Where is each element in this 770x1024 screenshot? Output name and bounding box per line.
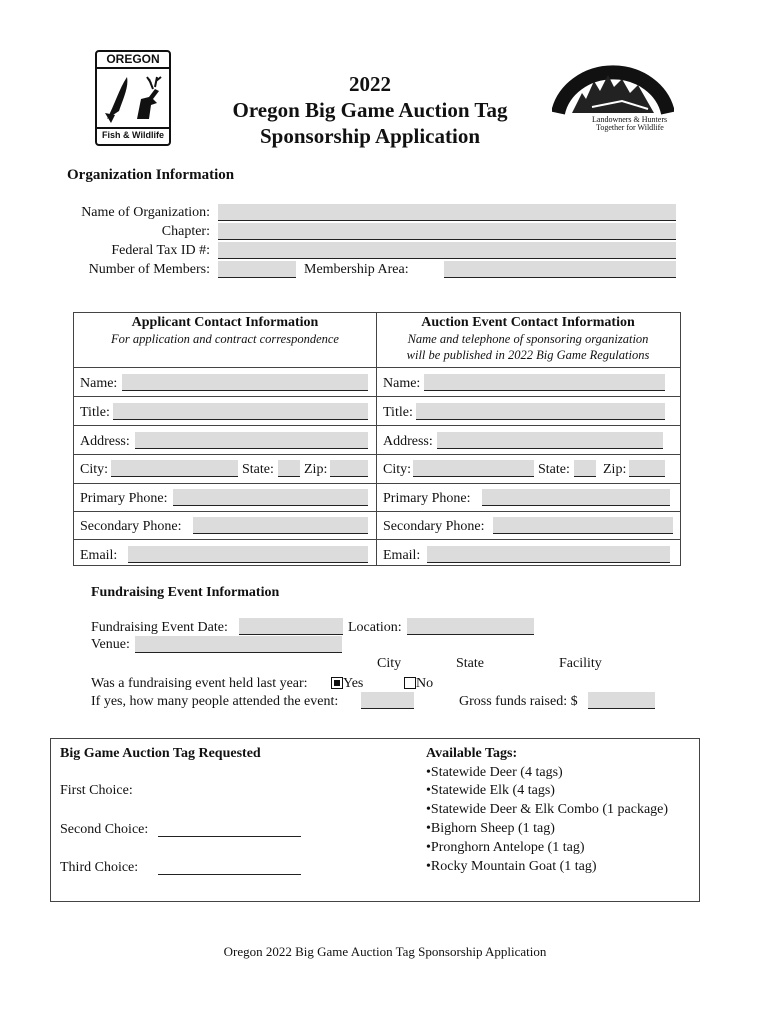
applicant-name-field[interactable] bbox=[122, 374, 368, 391]
tag-request-box bbox=[50, 738, 700, 902]
members-field[interactable] bbox=[218, 261, 296, 278]
event-date-field[interactable] bbox=[239, 618, 343, 635]
attended-label: If yes, how many people attended the event: bbox=[91, 694, 339, 709]
org-info-heading: Organization Information bbox=[67, 167, 235, 183]
available-tag-item: •Pronghorn Antelope (1 tag) bbox=[426, 840, 585, 855]
event-name-label: Name: bbox=[383, 376, 421, 391]
form-title-line1: Oregon Big Game Auction Tag bbox=[232, 98, 508, 122]
event-primary-phone-label: Primary Phone: bbox=[383, 491, 471, 506]
row-sep bbox=[73, 539, 680, 540]
available-tag-item: •Statewide Deer & Elk Combo (1 package) bbox=[426, 802, 669, 817]
first-choice-label: First Choice: bbox=[60, 783, 133, 798]
members-label: Number of Members: bbox=[88, 262, 210, 277]
applicant-address-label: Address: bbox=[80, 434, 130, 449]
logo-bottom-text: Fish & Wildlife bbox=[97, 127, 169, 142]
yes-label: Yes bbox=[343, 676, 364, 691]
city-column-label: City bbox=[377, 656, 402, 671]
applicant-title-label: Title: bbox=[80, 405, 110, 420]
seal-arc-text: THE ACCESS & HABITAT BOARD bbox=[573, 57, 653, 62]
applicant-primary-phone-field[interactable] bbox=[173, 489, 368, 506]
third-choice-field[interactable] bbox=[158, 858, 301, 875]
form-year: 2022 bbox=[349, 72, 391, 96]
applicant-secondary-phone-field[interactable] bbox=[193, 517, 368, 534]
chapter-label: Chapter: bbox=[161, 224, 210, 239]
available-tags-heading: Available Tags: bbox=[426, 746, 518, 761]
page-footer: Oregon 2022 Big Game Auction Tag Sponsorship Application bbox=[223, 944, 547, 959]
event-title-label: Title: bbox=[383, 405, 413, 420]
membership-area-label: Membership Area: bbox=[304, 262, 409, 277]
tag-request-heading: Big Game Auction Tag Requested bbox=[60, 746, 261, 761]
event-zip-label: Zip: bbox=[603, 462, 627, 477]
seal-caption-2: Together for Wildlife bbox=[596, 123, 664, 132]
applicant-state-label: State: bbox=[242, 462, 274, 477]
event-secondary-phone-label: Secondary Phone: bbox=[383, 519, 485, 534]
odfw-logo bbox=[95, 50, 171, 146]
applicant-email-label: Email: bbox=[80, 548, 118, 563]
location-field[interactable] bbox=[407, 618, 534, 635]
second-choice-field[interactable] bbox=[158, 820, 301, 837]
form-title-line2: Sponsorship Application bbox=[259, 124, 480, 148]
location-label: Location: bbox=[348, 620, 402, 635]
event-secondary-phone-field[interactable] bbox=[493, 517, 673, 534]
available-tag-item: •Rocky Mountain Goat (1 tag) bbox=[426, 859, 597, 874]
event-email-label: Email: bbox=[383, 548, 421, 563]
applicant-contact-sub: For application and contract correspondence bbox=[111, 332, 339, 346]
applicant-city-label: City: bbox=[80, 462, 109, 477]
row-sep bbox=[73, 425, 680, 426]
applicant-title-field[interactable] bbox=[113, 403, 368, 420]
attended-field[interactable] bbox=[361, 692, 414, 709]
facility-column-label: Facility bbox=[559, 656, 602, 671]
row-sep bbox=[73, 396, 680, 397]
fundraising-heading: Fundraising Event Information bbox=[91, 585, 280, 600]
event-name-field[interactable] bbox=[424, 374, 665, 391]
venue-field[interactable] bbox=[135, 636, 342, 653]
access-habitat-logo bbox=[552, 55, 674, 135]
event-city-field[interactable] bbox=[413, 460, 534, 477]
available-tag-item: •Statewide Elk (4 tags) bbox=[426, 783, 555, 798]
row-sep bbox=[73, 454, 680, 455]
applicant-zip-label: Zip: bbox=[304, 462, 328, 477]
event-contact-sub1: Name and telephone of sponsoring organization bbox=[407, 332, 649, 346]
seal-caption-1: Landowners & Hunters bbox=[592, 115, 668, 124]
row-sep bbox=[73, 367, 680, 368]
applicant-contact-heading: Applicant Contact Information bbox=[131, 315, 319, 330]
event-state-field[interactable] bbox=[574, 460, 596, 477]
tax-id-label: Federal Tax ID #: bbox=[111, 243, 210, 258]
row-sep bbox=[73, 511, 680, 512]
gross-funds-label: Gross funds raised: $ bbox=[459, 694, 578, 709]
event-contact-sub2: will be published in 2022 Big Game Regulations bbox=[406, 348, 650, 362]
available-tag-item: •Statewide Deer (4 tags) bbox=[426, 765, 563, 780]
no-label: No bbox=[416, 676, 434, 691]
held-last-year-label: Was a fundraising event held last year: bbox=[91, 676, 308, 691]
applicant-email-field[interactable] bbox=[128, 546, 368, 563]
applicant-zip-field[interactable] bbox=[330, 460, 368, 477]
yes-checkbox[interactable] bbox=[331, 677, 343, 689]
event-title-field[interactable] bbox=[416, 403, 665, 420]
event-email-field[interactable] bbox=[427, 546, 670, 563]
event-address-label: Address: bbox=[383, 434, 433, 449]
applicant-state-field[interactable] bbox=[278, 460, 300, 477]
yes-checkbox-mark bbox=[334, 680, 340, 686]
event-contact-heading: Auction Event Contact Information bbox=[421, 315, 635, 330]
state-column-label: State bbox=[456, 656, 484, 671]
gross-funds-field[interactable] bbox=[588, 692, 655, 709]
membership-area-field[interactable] bbox=[444, 261, 676, 278]
tax-id-field[interactable] bbox=[218, 242, 676, 259]
row-sep bbox=[73, 483, 680, 484]
fish-deer-icon bbox=[97, 69, 169, 127]
third-choice-label: Third Choice: bbox=[60, 860, 139, 875]
event-address-field[interactable] bbox=[437, 432, 663, 449]
org-name-label: Name of Organization: bbox=[81, 205, 210, 220]
available-tag-item: •Bighorn Sheep (1 tag) bbox=[426, 821, 555, 836]
org-name-field[interactable] bbox=[218, 204, 676, 221]
event-primary-phone-field[interactable] bbox=[482, 489, 670, 506]
no-checkbox[interactable] bbox=[404, 677, 416, 689]
second-choice-label: Second Choice: bbox=[60, 822, 149, 837]
event-city-label: City: bbox=[383, 462, 412, 477]
applicant-name-label: Name: bbox=[80, 376, 118, 391]
event-state-label: State: bbox=[538, 462, 570, 477]
event-date-label: Fundraising Event Date: bbox=[91, 620, 228, 635]
habitat-board-seal-icon bbox=[552, 55, 674, 117]
venue-label: Venue: bbox=[91, 637, 130, 652]
logo-top-text: OREGON bbox=[97, 52, 169, 69]
applicant-primary-phone-label: Primary Phone: bbox=[80, 491, 168, 506]
applicant-address-field[interactable] bbox=[135, 432, 368, 449]
event-zip-field[interactable] bbox=[629, 460, 665, 477]
chapter-field[interactable] bbox=[218, 223, 676, 240]
applicant-city-field[interactable] bbox=[111, 460, 238, 477]
applicant-secondary-phone-label: Secondary Phone: bbox=[80, 519, 182, 534]
